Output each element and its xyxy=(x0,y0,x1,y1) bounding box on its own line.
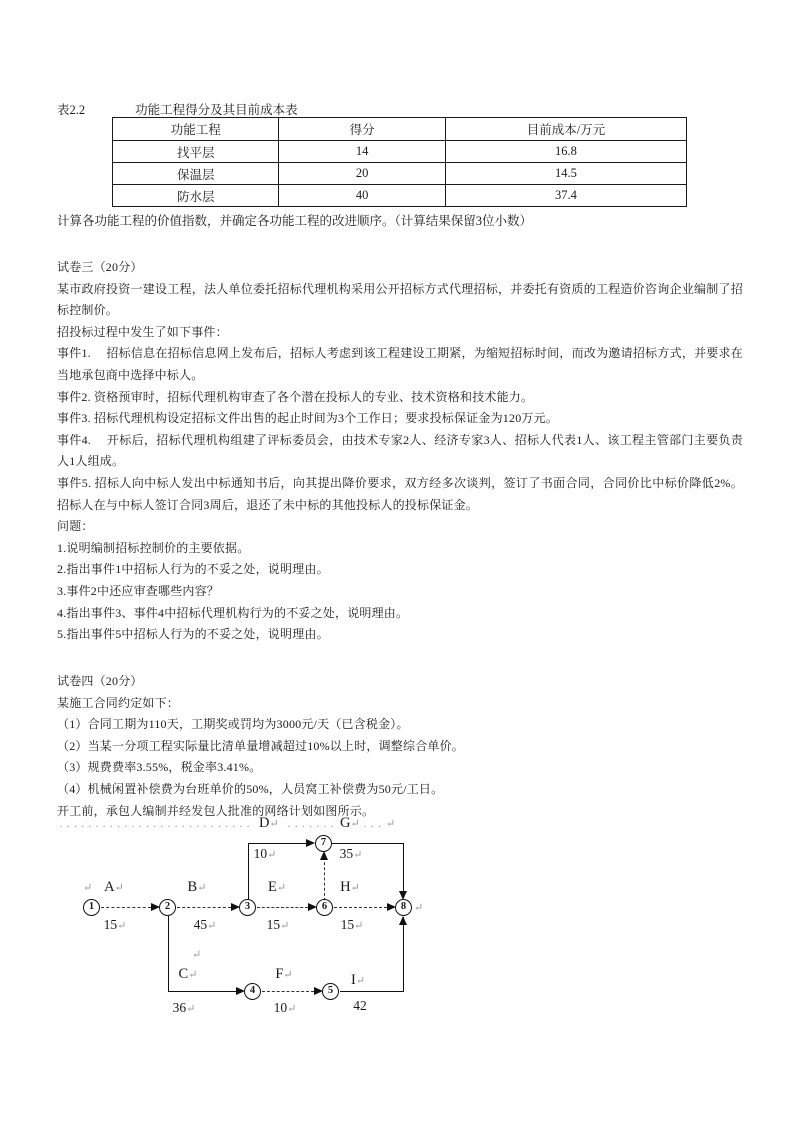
activity-name: E xyxy=(267,879,277,895)
duration-B xyxy=(194,917,217,933)
duration-value: 10 xyxy=(253,846,268,861)
node-5: 5 xyxy=(322,983,339,1000)
cell-function: 保温层 xyxy=(113,163,279,185)
return-mark: ↵ xyxy=(269,818,279,830)
activity-E-label xyxy=(268,879,286,896)
node-7: 7 xyxy=(315,835,332,852)
table-caption-label: 表2.2 xyxy=(57,103,86,117)
activity-C-label xyxy=(179,966,198,983)
return-mark: ↵ xyxy=(283,969,293,981)
node-2: 2 xyxy=(159,899,176,916)
space-dots: ······· xyxy=(287,819,338,833)
activity-A-label xyxy=(104,879,124,896)
return-mark: ↵ xyxy=(276,882,287,894)
edge-I xyxy=(340,991,404,992)
duration-value: 15 xyxy=(266,917,281,932)
table-caption xyxy=(57,100,743,118)
return-mark: ↵ xyxy=(267,849,277,861)
activity-name: D xyxy=(259,815,270,831)
question-3: 3.事件2中还应审查哪些内容？ xyxy=(57,583,220,598)
cell-score: 20 xyxy=(279,163,445,185)
cell-score: 14 xyxy=(279,141,445,163)
edge-C-vertical xyxy=(168,916,169,992)
table-row xyxy=(113,185,687,207)
paragraph-event5: 事件5. 招标人向中标人发出中标通知书后，向其提出降价要求，双方经多次谈判，签订了书面合同，合同价比中标价降低2%。招标人在与中标人签订合同3周后，退还了未中标的其他投标人的投标保证金。 xyxy=(57,475,743,512)
activity-name: H xyxy=(340,879,351,895)
paragraph-event4: 事件4. 开标后，招标代理机构组建了评标委员会，由技术专家2人、经济专家3人、招标人代表1人、该工程主管部门主要负责人1人组成。 xyxy=(57,432,743,469)
clause-2: （2）当某一分项工程实际量比清单量增减超过10%以上时，调整综合单价。 xyxy=(57,738,464,753)
paragraph: 开工前，承包人编制并经发包人批准的网络计划如图所示。 xyxy=(57,803,375,818)
dummy-edge-6-7 xyxy=(324,857,325,901)
duration-A xyxy=(104,917,127,933)
duration-F xyxy=(274,1000,297,1016)
duration-I xyxy=(353,998,367,1014)
table-caption-title: 功能工程得分及其目前成本表 xyxy=(135,103,298,117)
question-4: 4.指出事件3、事件4中招标代理机构行为的不妥之处，说明理由。 xyxy=(57,605,409,620)
col-header-function: 功能工程 xyxy=(113,118,279,141)
col-header-cost: 目前成本/万元 xyxy=(445,118,686,141)
section-exam4 xyxy=(57,671,743,822)
paragraph: 某市政府投资一建设工程，法人单位委托招标代理机构采用公开招标方式代理招标，并委托有资质的工程造价咨询企业编制了招标控制价。 xyxy=(57,281,743,318)
activity-F-label xyxy=(275,966,292,983)
paragraph-event3: 事件3. 招标代理机构设定招标文件出售的起止时间为3个工作日；要求投标保证金为120万元。 xyxy=(57,411,559,426)
activity-I-label xyxy=(351,972,365,989)
table-note: 计算各功能工程的价值指数，并确定各功能工程的改进顺序。（计算结果保留3位小数） xyxy=(57,214,533,228)
node-8: 8 xyxy=(395,899,412,916)
table-row xyxy=(113,163,687,185)
return-mark: ↵ xyxy=(197,882,207,894)
return-mark: ↵ xyxy=(350,818,360,830)
duration-D xyxy=(254,846,277,862)
edge-A xyxy=(101,907,151,908)
clause-1: （1）合同工期为110天，工期奖或罚均为3000元/天（已含税金）。 xyxy=(57,717,409,732)
node-3: 3 xyxy=(239,899,256,916)
cell-function: 找平层 xyxy=(113,141,279,163)
cell-cost: 14.5 xyxy=(445,163,686,185)
paragraph-event1: 事件1. 招标信息在招标信息网上发布后，招标人考虑到该工程建设工期紧，为缩短招标时间，而改为邀请招标方式，并要求在当地承包商中选择中标人。 xyxy=(57,346,743,382)
edge-G-vertical xyxy=(403,843,404,893)
return-mark: ↵ xyxy=(114,882,124,894)
col-header-score: 得分 xyxy=(279,118,445,141)
paragraph: 招投标过程中发生了如下事件： xyxy=(57,324,228,339)
questions-label: 问题： xyxy=(57,519,94,534)
cell-function: 防水层 xyxy=(113,185,279,207)
space-dots: ··························· xyxy=(59,819,254,833)
activity-H-label xyxy=(340,879,360,896)
duration-value: 10 xyxy=(273,1000,288,1015)
edge-H xyxy=(334,907,387,908)
duration-H xyxy=(341,917,364,933)
return-mark: ↵ xyxy=(207,920,217,932)
duration-value: 36 xyxy=(172,1000,187,1015)
clause-4: （4）机械闲置补偿费为台班单价的50%，人员窝工补偿费为50元/工日。 xyxy=(57,781,444,796)
section3-title: 试卷三（20分） xyxy=(57,260,143,274)
duration-value: 42 xyxy=(353,998,367,1013)
return-mark: ↵ xyxy=(386,818,396,830)
return-mark: ↵ xyxy=(186,1003,196,1015)
duration-value: 15 xyxy=(340,917,355,932)
activity-name: F xyxy=(275,966,284,982)
activity-name: B xyxy=(187,879,198,895)
paragraph: 某施工合同约定如下： xyxy=(57,695,180,710)
edge-I-vertical xyxy=(403,917,404,992)
activity-name: A xyxy=(104,879,115,895)
edge-B xyxy=(177,907,231,908)
activity-D-label xyxy=(259,815,279,832)
node-4: 4 xyxy=(244,983,261,1000)
return-mark: ↵ xyxy=(83,882,93,894)
cell-cost: 37.4 xyxy=(445,185,686,207)
section-exam3 xyxy=(57,257,743,646)
duration-value: 15 xyxy=(103,917,118,932)
cell-score: 40 xyxy=(279,185,445,207)
arrowhead-I xyxy=(399,916,407,925)
activity-G-label xyxy=(340,815,360,832)
arrowhead-D xyxy=(306,839,315,847)
activity-name: G xyxy=(340,815,351,831)
space-dots: ··· xyxy=(363,819,385,833)
question-2: 2.指出事件1中招标人行为的不妥之处，说明理由。 xyxy=(57,562,329,577)
return-mark: ↵ xyxy=(353,849,363,861)
network-diagram xyxy=(57,815,437,1025)
table-header-row xyxy=(113,118,687,141)
return-mark: ↵ xyxy=(192,949,202,961)
return-mark: ↵ xyxy=(350,882,360,894)
clause-3: （3）规费费率3.55%，税金率3.41%。 xyxy=(57,760,262,775)
activity-name: I xyxy=(350,972,356,988)
cell-cost: 16.8 xyxy=(445,141,686,163)
arrowhead-dummy xyxy=(320,851,328,860)
return-mark: ↵ xyxy=(280,920,290,932)
duration-C xyxy=(173,1000,196,1016)
return-mark: ↵ xyxy=(287,1003,297,1015)
node-1: 1 xyxy=(83,899,100,916)
edge-D-vertical xyxy=(248,843,249,903)
return-mark: ↵ xyxy=(414,902,424,914)
question-1: 1.说明编制招标控制价的主要依据。 xyxy=(57,540,250,555)
return-mark: ↵ xyxy=(188,969,198,981)
edge-G xyxy=(332,843,404,844)
activity-name: C xyxy=(178,966,189,982)
edge-D xyxy=(248,843,306,844)
section4-title: 试卷四（20分） xyxy=(57,674,143,688)
activity-B-label xyxy=(188,879,207,896)
node-6: 6 xyxy=(316,899,333,916)
return-mark: ↵ xyxy=(354,920,364,932)
score-cost-table xyxy=(112,117,687,207)
duration-E xyxy=(267,917,290,933)
duration-G xyxy=(340,846,363,862)
edge-F xyxy=(262,991,314,992)
edge-E xyxy=(257,907,308,908)
paragraph-event2: 事件2. 资格预审时，招标代理机构审查了各个潜在投标人的专业、技术资格和技术能力。 xyxy=(57,389,534,404)
question-5: 5.指出事件5中招标人行为的不妥之处，说明理由。 xyxy=(57,627,329,642)
return-mark: ↵ xyxy=(355,975,366,987)
duration-value: 35 xyxy=(339,846,354,861)
table-row xyxy=(113,141,687,163)
edge-C xyxy=(168,991,236,992)
duration-value: 45 xyxy=(193,917,208,932)
return-mark: ↵ xyxy=(117,920,127,932)
